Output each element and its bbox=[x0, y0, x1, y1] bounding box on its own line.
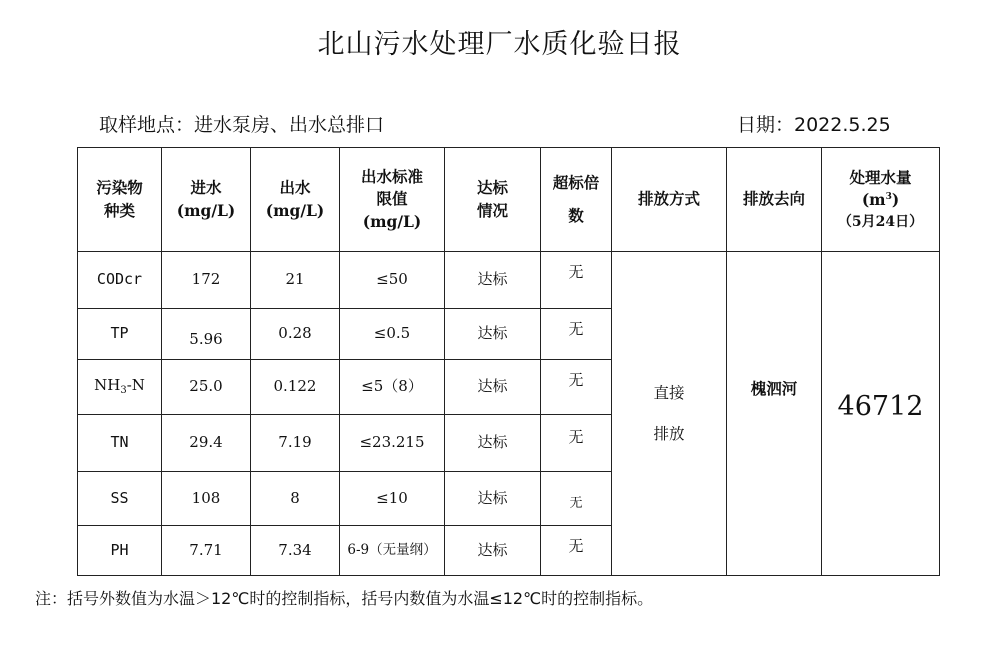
outflow-value: 0.122 bbox=[251, 360, 340, 415]
status-value: 达标 bbox=[445, 526, 541, 576]
inflow-value: 172 bbox=[162, 252, 251, 309]
header-outflow: 出水 (mg/L) bbox=[251, 148, 340, 252]
header-exceed: 超标倍 数 bbox=[541, 148, 612, 252]
discharge-destination: 槐泗河 bbox=[727, 252, 822, 576]
treated-volume: 46712 bbox=[822, 252, 940, 576]
sampling-location: 取样地点：进水泵房、出水总排口 bbox=[99, 114, 385, 136]
table-row bbox=[78, 252, 940, 309]
status-value: 达标 bbox=[445, 472, 541, 526]
pollutant-name: PH bbox=[78, 526, 162, 576]
exceed-value: 无 bbox=[541, 309, 612, 360]
exceed-value: 无 bbox=[541, 252, 612, 309]
limit-value: ≤5（8） bbox=[340, 360, 445, 415]
pollutant-name: CODcr bbox=[78, 252, 162, 309]
limit-value: ≤50 bbox=[340, 252, 445, 309]
outflow-value: 7.19 bbox=[251, 415, 340, 472]
outflow-value: 21 bbox=[251, 252, 340, 309]
outflow-value: 8 bbox=[251, 472, 340, 526]
status-value: 达标 bbox=[445, 415, 541, 472]
discharge-method: 直接 排放 bbox=[612, 252, 727, 576]
inflow-value: 25.0 bbox=[162, 360, 251, 415]
limit-value: 6-9（无量纲） bbox=[340, 526, 445, 576]
exceed-value: 无 bbox=[541, 415, 612, 472]
status-value: 达标 bbox=[445, 252, 541, 309]
inflow-value: 108 bbox=[162, 472, 251, 526]
pollutant-name: TN bbox=[78, 415, 162, 472]
water-quality-table bbox=[77, 147, 940, 576]
exceed-value: 无 bbox=[541, 472, 612, 526]
header-discharge-method: 排放方式 bbox=[612, 148, 727, 252]
inflow-value: 29.4 bbox=[162, 415, 251, 472]
pollutant-name: TP bbox=[78, 309, 162, 360]
outflow-value: 7.34 bbox=[251, 526, 340, 576]
header-limit: 出水标准 限值 (mg/L) bbox=[340, 148, 445, 252]
status-value: 达标 bbox=[445, 309, 541, 360]
pollutant-name: SS bbox=[78, 472, 162, 526]
inflow-value: 5.96 bbox=[162, 309, 251, 360]
limit-value: ≤10 bbox=[340, 472, 445, 526]
exceed-value: 无 bbox=[541, 526, 612, 576]
limit-value: ≤23.215 bbox=[340, 415, 445, 472]
header-discharge-dest: 排放去向 bbox=[727, 148, 822, 252]
header-inflow: 进水 (mg/L) bbox=[162, 148, 251, 252]
header-volume: 处理水量 $(m^3)$ （5月24日） bbox=[822, 148, 940, 252]
header-pollutant: 污染物 种类 bbox=[78, 148, 162, 252]
inflow-value: 7.71 bbox=[162, 526, 251, 576]
outflow-value: 0.28 bbox=[251, 309, 340, 360]
header-row bbox=[78, 148, 940, 252]
header-status: 达标 情况 bbox=[445, 148, 541, 252]
exceed-value: 无 bbox=[541, 360, 612, 415]
pollutant-name: $NH_3-N$ bbox=[78, 360, 162, 415]
footnote: 注：括号外数值为水温＞12℃时的控制指标，括号内数值为水温≤12℃时的控制指标。 bbox=[35, 589, 654, 608]
report-date: 日期：2022.5.25 bbox=[737, 114, 891, 136]
status-value: 达标 bbox=[445, 360, 541, 415]
limit-value: ≤0.5 bbox=[340, 309, 445, 360]
report-title: 北山污水处理厂水质化验日报 bbox=[317, 29, 682, 60]
